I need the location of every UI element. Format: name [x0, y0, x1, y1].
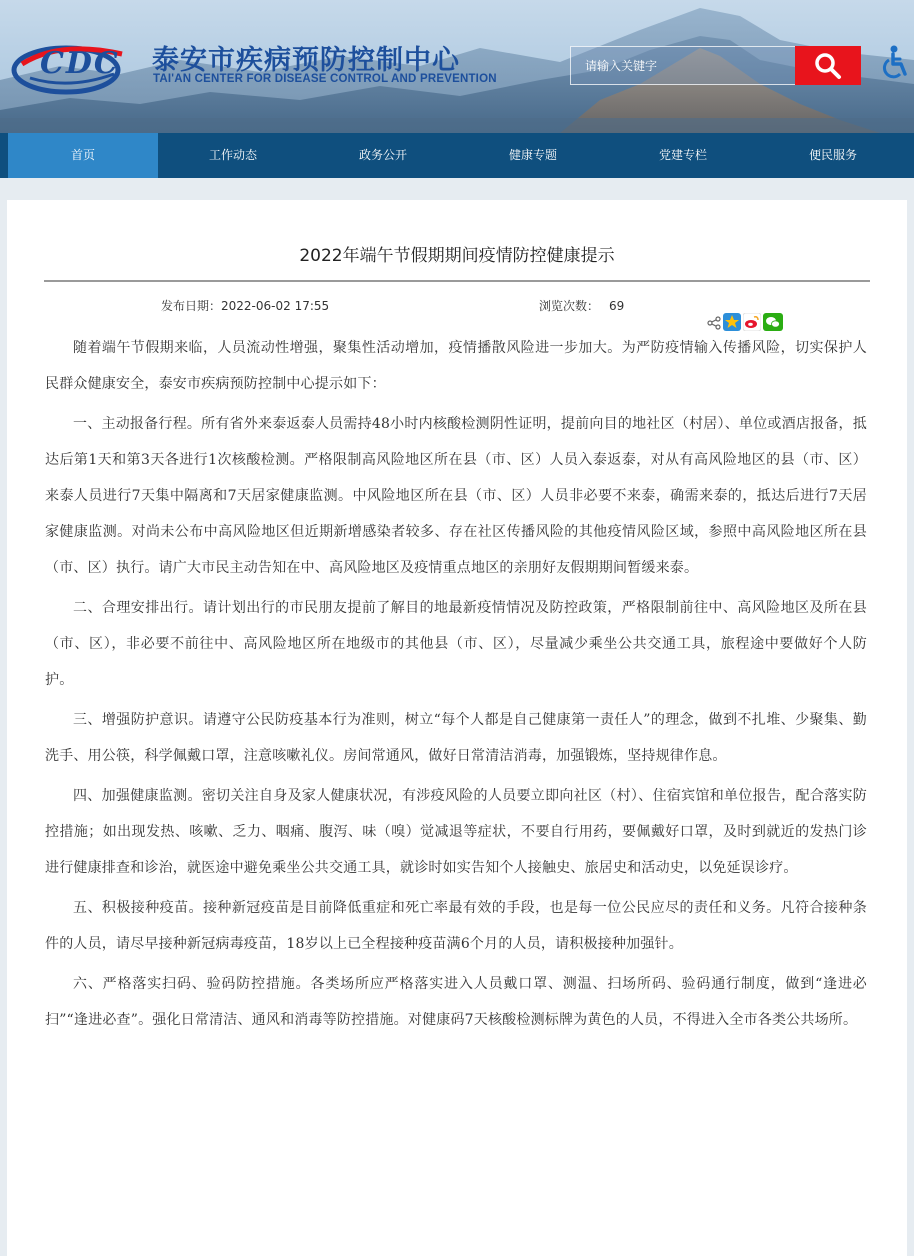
- article-title: 2022年端午节假期期间疫情防控健康提示: [299, 246, 615, 266]
- article-paragraph-3: 三、增强防护意识。请遵守公民防疫基本行为准则，树立“每个人都是自己健康第一责任人”的理念，做到不扎堆、少聚集、勤洗手、用公筷，科学佩戴口罩，注意咳嗽礼仪。房间常通风，做好日常清洁消毒，加强锻炼，坚持规律作息。: [45, 712, 867, 764]
- article-container: [7, 200, 907, 1256]
- main-nav: [0, 133, 914, 178]
- site-header: [0, 0, 914, 133]
- logo-text: CDC: [40, 46, 120, 81]
- article-paragraph-intro: 随着端午节假期来临，人员流动性增强，聚集性活动增加，疫情播散风险进一步加大。为严防疫情输入传播风险，切实保护人民群众健康安全，泰安市疾病预防控制中心提示如下：: [45, 340, 867, 392]
- view-count: [539, 297, 624, 314]
- article-paragraph-1: 一、主动报备行程。所有省外来泰返泰人员需持48小时内核酸检测阴性证明，提前向目的地社区（村居）、单位或酒店报备，抵达后第1天和第3天各进行1次核酸检测。严格限制高风险地区所在县（市、区）人员入泰返泰，对从有高风险地区的县（市、区）来泰人员进行7天集中隔离和7天居家健康监测。中风险地区所在县（市、区）人员非必要不来泰，确需来泰的，抵达后进行7天居家健康监测。对尚未公布中高风险地区但近期新增感染者较多、存在社区传播风险的其他疫情风险区域，参照中高风险地区所在县（市、区）执行。请广大市民主动告知在中、高风险地区及疫情重点地区的亲朋好友假期期间暂缓来泰。: [45, 416, 867, 576]
- article-body: [45, 330, 867, 1042]
- nav-item-party-building[interactable]: 党建专栏: [658, 148, 707, 162]
- article-paragraph-4: 四、加强健康监测。密切关注自身及家人健康状况，有涉疫风险的人员要立即向社区（村）、住宿宾馆和单位报告，配合落实防控措施；如出现发热、咳嗽、乏力、咽痛、腹泻、味（嗅）觉减退等症状，不要自行用药，要佩戴好口罩，及时到就近的发热门诊进行健康排查和诊治，就医途中避免乘坐公共交通工具，就诊时如实告知个人接触史、旅居史和活动史，以免延误诊疗。: [45, 788, 867, 876]
- nav-item-government-affairs[interactable]: 政务公开: [358, 148, 407, 162]
- article-paragraph-5: 五、积极接种疫苗。接种新冠疫苗是目前降低重症和死亡率最有效的手段，也是每一位公民应尽的责任和义务。凡符合接种条件的人员，请尽早接种新冠病毒疫苗，18岁以上已全程接种疫苗满6个月的人员，请积极接种加强针。: [45, 900, 867, 952]
- accessibility-icon[interactable]: [876, 44, 910, 80]
- nav-item-home[interactable]: 首页: [8, 133, 158, 178]
- publish-date: [161, 297, 329, 314]
- search-icon: [813, 51, 843, 81]
- publish-date-value: 2022-06-02 17:55: [221, 299, 330, 313]
- search-input[interactable]: [571, 47, 795, 84]
- site-subtitle: TAI'AN CENTER FOR DISEASE CONTROL AND PREVENTION: [153, 73, 497, 85]
- publish-date-label: 发布日期：: [161, 299, 222, 313]
- cdc-logo[interactable]: [10, 34, 128, 96]
- search-button[interactable]: [795, 46, 861, 85]
- view-count-value: 69: [609, 299, 625, 313]
- title-divider: [44, 280, 870, 282]
- article-paragraph-6: 六、严格落实扫码、验码防控措施。各类场所应严格落实进入人员戴口罩、测温、扫场所码、验码通行制度，做到“逢进必扫”“逢进必查”。强化日常清洁、通风和消毒等防控措施。对健康码7天核酸检测标牌为黄色的人员，不得进入全市各类公共场所。: [45, 976, 867, 1028]
- article-paragraph-2: 二、合理安排出行。请计划出行的市民朋友提前了解目的地最新疫情情况及防控政策，严格限制前往中、高风险地区及所在县（市、区），非必要不前往中、高风险地区所在地级市的其他县（市、区），尽量减少乘坐公共交通工具，旅程途中要做好个人防护。: [45, 600, 867, 688]
- site-title: 泰安市疾病预防控制中心: [152, 45, 460, 76]
- view-count-label: 浏览次数：: [539, 299, 600, 313]
- nav-item-work-news[interactable]: 工作动态: [208, 148, 257, 162]
- nav-item-public-services[interactable]: 便民服务: [808, 148, 857, 162]
- nav-item-health-topics[interactable]: 健康专题: [508, 148, 557, 162]
- search-box: [570, 46, 796, 85]
